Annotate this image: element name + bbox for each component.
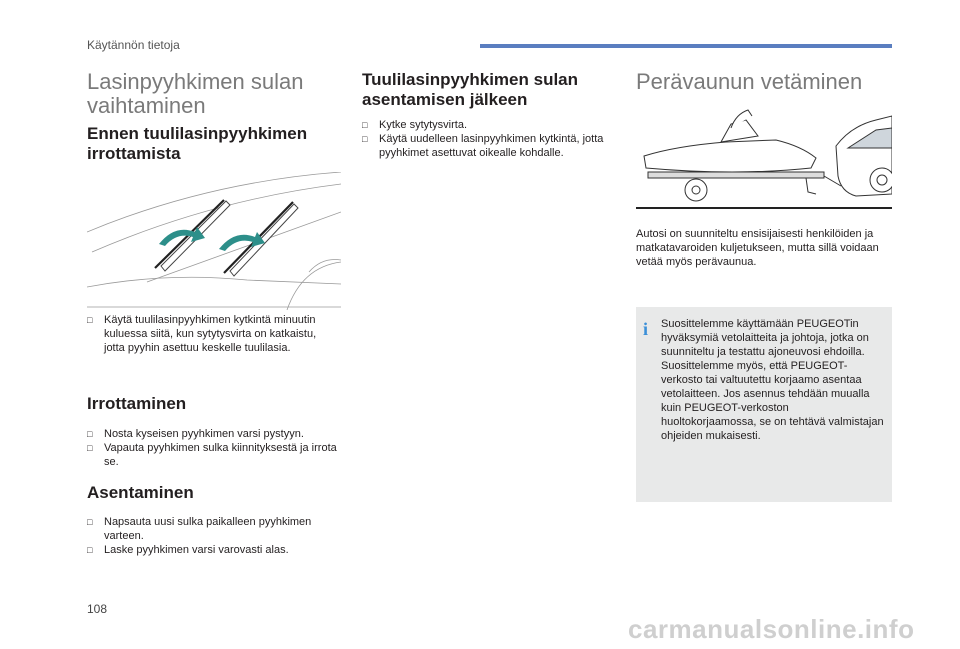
page-title-wiper: Lasinpyyhkimen sulan vaihtaminen: [87, 69, 304, 118]
install-steps-list: [87, 515, 339, 557]
checkbox-bullet-icon: □: [362, 134, 368, 144]
watermark: carmanualsonline.info: [628, 614, 915, 644]
heading-install: Asentaminen: [87, 483, 194, 502]
heading-removal: Irrottaminen: [87, 394, 187, 413]
list-item: □ Käytä uudelleen lasinpyyhkimen kytkintä, jotta pyyhkimet asettuvat oikealle kohdalle.: [362, 133, 604, 159]
heading-before-removal: Ennen tuulilasinpyyhkimen irrottamista: [87, 124, 308, 163]
trailer-towing-illustration: [636, 106, 892, 214]
page-number: 108: [87, 602, 108, 616]
section-label: Käytännön tietoja: [87, 38, 180, 52]
before-steps-list: [87, 313, 339, 355]
heading-after-install: Tuulilasinpyyhkimen sulan asentamisen jälkeen: [362, 70, 579, 109]
windscreen-wiper-illustration: [87, 172, 341, 310]
rotation-arrow-icon: [159, 227, 205, 246]
list-item: □ Kytke sytytysvirta.: [362, 119, 468, 131]
checkbox-bullet-icon: □: [87, 443, 93, 453]
towing-intro-paragraph: Autosi on suunniteltu ensisijaisesti henkilöiden ja matkatavaroiden kuljetukseen, mutta sillä voidaan vetää myös perävaunua.: [636, 228, 879, 268]
page-title-towing: Perävaunun vetäminen: [636, 69, 863, 94]
list-item: □ Vapauta pyyhkimen sulka kiinnityksestä ja irrota se.: [87, 442, 337, 468]
removal-steps-list: [87, 427, 339, 469]
info-icon: i: [643, 319, 649, 339]
list-item: □ Laske pyyhkimen varsi varovasti alas.: [87, 544, 289, 556]
info-box: [636, 307, 892, 502]
checkbox-bullet-icon: □: [87, 517, 93, 527]
list-item: □ Käytä tuulilasinpyyhkimen kytkintä minuutin kuluessa siitä, kun sytytysvirta on katkaistu, jotta pyyhin asettuu keskelle tuulilasia.: [87, 314, 317, 354]
list-item: □ Napsauta uusi sulka paikalleen pyyhkimen varteen.: [87, 516, 312, 542]
header-accent-bar: [480, 44, 892, 48]
checkbox-bullet-icon: □: [87, 315, 93, 325]
info-box-text: Suosittelemme käyttämään PEUGEOTin hyväksymiä vetolaitteita ja johtoja, jotka on suunniteltu ja testattu ajoneuvosi ehdoilla. Suosittelemme myös, että PEUGEOT-verkosto tai valtuutettu korjaamo asentaa vetolaitteen. Jos asennus tehdään muualla kuin PEUGEOT-verkoston huoltokorjaamossa, se on tehtävä valmistajan ohjeiden mukaisesti.: [661, 318, 884, 442]
list-item: □ Nosta kyseisen pyyhkimen varsi pystyyn.: [87, 428, 304, 440]
checkbox-bullet-icon: □: [87, 545, 93, 555]
checkbox-bullet-icon: □: [87, 429, 93, 439]
checkbox-bullet-icon: □: [362, 120, 368, 130]
after-steps-list: [362, 118, 612, 160]
